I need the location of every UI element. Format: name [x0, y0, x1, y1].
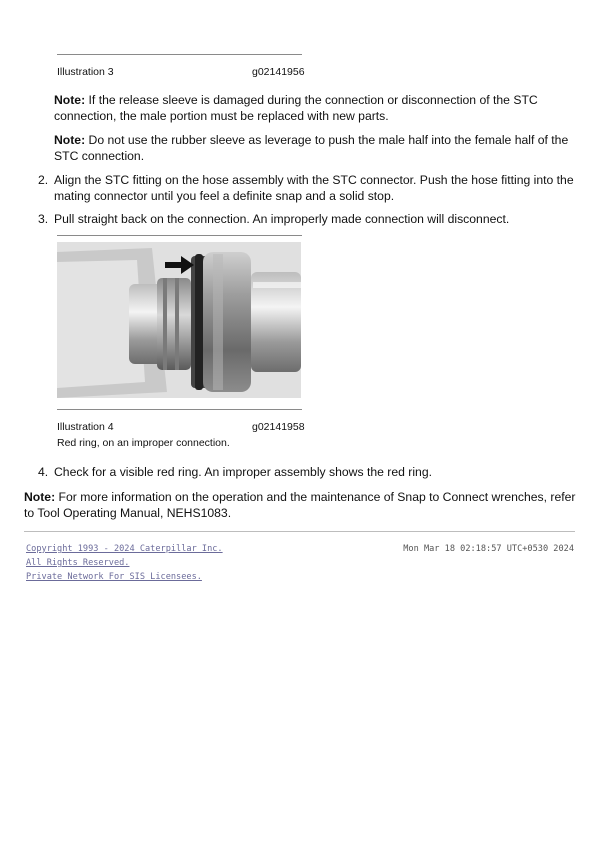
- illustration3-top-rule: [57, 54, 302, 55]
- illustration4-id: g02141958: [252, 421, 305, 433]
- illustration3-id: g02141956: [252, 66, 305, 78]
- private-network-link[interactable]: Private Network For SIS Licensees.: [26, 572, 202, 582]
- copyright-link[interactable]: Copyright 1993 - 2024 Caterpillar Inc.: [26, 544, 223, 554]
- note-prefix: Note:: [24, 490, 56, 504]
- note-release-sleeve: [54, 93, 574, 124]
- illustration4-top-rule: [57, 235, 302, 236]
- illustration4-label: Illustration 4: [57, 421, 114, 433]
- step-3-number: 3.: [38, 212, 49, 226]
- step-2-number: 2.: [38, 173, 49, 187]
- step-3-text: Pull straight back on the connection. An improperly made connection will disconnect.: [54, 212, 510, 226]
- step-2-text: Align the STC fitting on the hose assembly with the STC connector. Push the hose fitting into the mating connector until you feel a definite snap and a solid stop.: [54, 173, 574, 203]
- generated-timestamp: Mon Mar 18 02:18:57 UTC+0530 2024: [403, 544, 574, 554]
- step-4-text: Check for a visible red ring. An improper assembly shows the red ring.: [54, 465, 432, 479]
- note-rubber-sleeve: [54, 133, 574, 164]
- footer-divider: [24, 531, 575, 532]
- all-rights-reserved-link[interactable]: All Rights Reserved.: [26, 558, 130, 568]
- step-4-number: 4.: [38, 465, 49, 479]
- note-more-information: [24, 490, 576, 521]
- note-text: Do not use the rubber sleeve as leverage to push the male half into the female half of the STC connection.: [54, 133, 569, 163]
- stc-connection-photo: [57, 242, 301, 398]
- note-prefix: Note:: [54, 133, 86, 147]
- illustration4-caption: Red ring, on an improper connection.: [57, 437, 230, 449]
- note-text: If the release sleeve is damaged during the connection or disconnection of the STC connection, the male portion must be replaced with new parts.: [54, 93, 538, 123]
- note-text: For more information on the operation and the maintenance of Snap to Connect wrenches, refer to Tool Operating Manual, NEHS1083.: [24, 490, 576, 520]
- note-prefix: Note:: [54, 93, 86, 107]
- illustration3-label: Illustration 3: [57, 66, 114, 78]
- illustration4-bottom-rule: [57, 409, 302, 410]
